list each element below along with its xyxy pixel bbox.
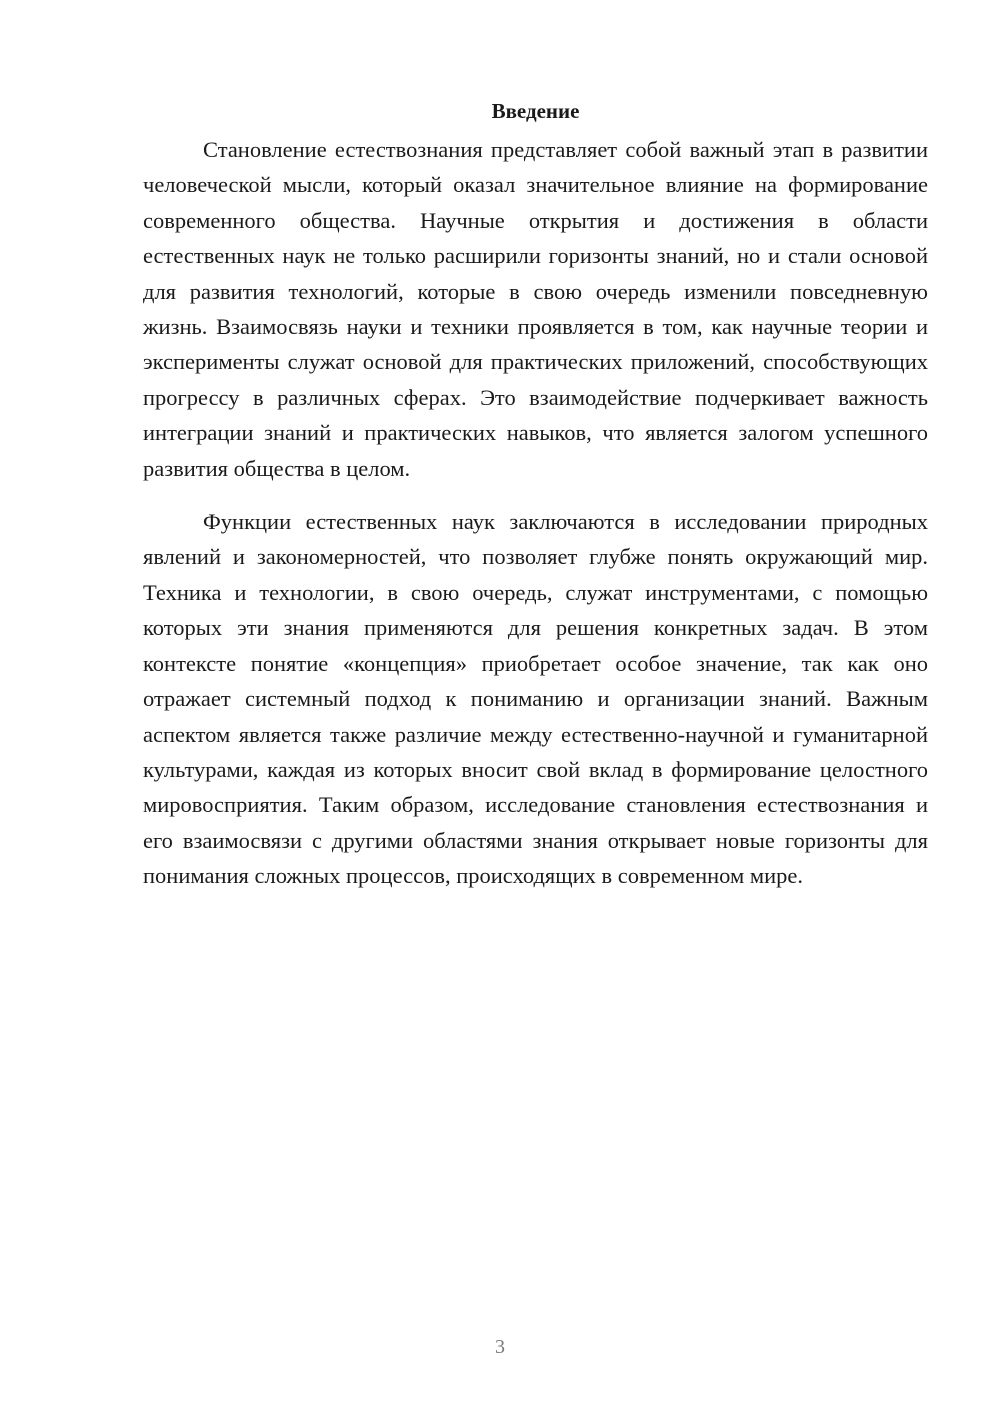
- paragraph-1: Становление естествознания представляет собой важный этап в развитии человеческой мысли, который оказал значительное влияние на формирование современного общества. Научные открытия и достижения в области естественных наук не только расширили горизонты знаний, но и стали основой для развития технологий, которые в свою очередь изменили повседневную жизнь. Взаимосвязь науки и техники проявляется в том, как научные теории и эксперименты служат основой для практических приложений, способствующих прогрессу в различных сферах. Это взаимодействие подчеркивает важность интеграции знаний и практических навыков, что является залогом успешного развития общества в целом.: [143, 137, 928, 481]
- page-content: [143, 96, 928, 894]
- section-title: Введение: [491, 99, 580, 123]
- paragraph-2: Функции естественных наук заключаются в исследовании природных явлений и закономерностей, что позволяет глубже понять окружающий мир. Техника и технологии, в свою очередь, служат инструментами, с помощью которых эти знания применяются для решения конкретных задач. В этом контексте понятие «концепция» приобретает особое значение, так как оно отражает системный подход к пониманию и организации знаний. Важным аспектом является также различие между естественно-научной и гуманитарной культурами, каждая из которых вносит свой вклад в формирование целостного мировосприятия. Таким образом, исследование становления естествознания и его взаимосвязи с другими областями знания открывает новые горизонты для понимания сложных процессов, происходящих в современном мире.: [143, 509, 928, 889]
- page-number: 3: [495, 1336, 505, 1358]
